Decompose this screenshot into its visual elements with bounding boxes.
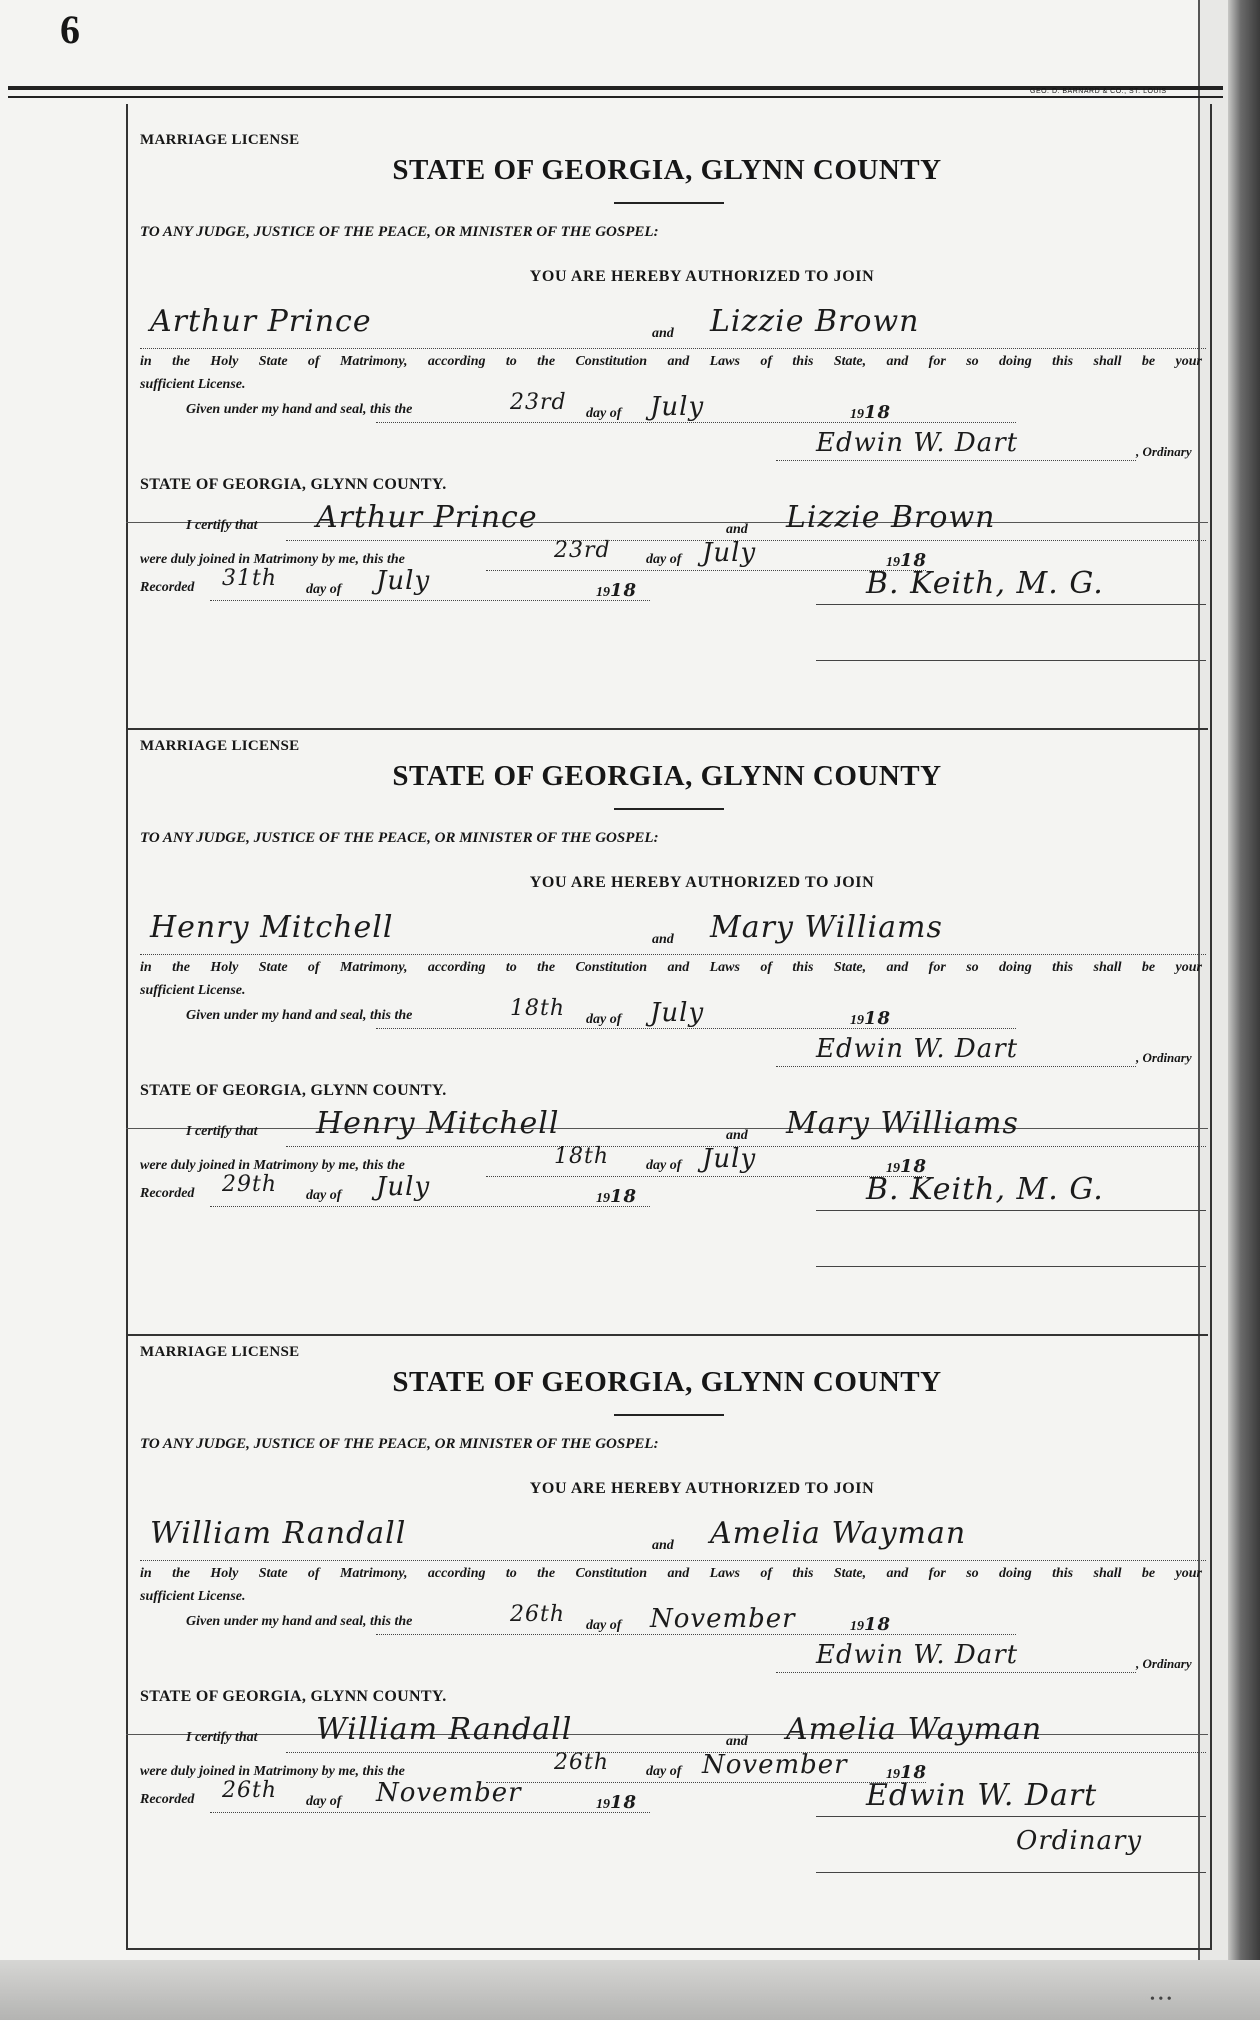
certified-groom: Arthur Prince	[316, 500, 538, 535]
names-line	[140, 954, 1206, 955]
title-rule	[614, 1414, 724, 1416]
certify-label: I certify that	[186, 518, 258, 533]
marriage-record-3	[126, 1316, 1208, 1922]
issued-by-signature: Edwin W. Dart	[816, 1640, 1019, 1670]
certified-bride: Amelia Wayman	[786, 1712, 1043, 1747]
license-day: 26th	[510, 1602, 566, 1627]
state-title: STATE OF GEORGIA, GLYNN COUNTY	[392, 760, 942, 792]
officiant-signature: B. Keith, M. G.	[866, 566, 1104, 601]
bride-name: Lizzie Brown	[710, 304, 920, 339]
day-of-label: day of	[646, 1158, 682, 1173]
certificate-state-title: STATE OF GEORGIA, GLYNN COUNTY.	[140, 1688, 447, 1705]
and-label: and	[726, 1128, 748, 1143]
officiant-title: Ordinary	[1016, 1826, 1143, 1856]
day-of-label: day of	[306, 1188, 342, 1203]
recorded-day: 26th	[222, 1778, 278, 1803]
certify-label: I certify that	[186, 1730, 258, 1745]
sufficient-license-text: sufficient License.	[140, 983, 246, 998]
recorded-day: 29th	[222, 1172, 278, 1197]
certified-bride: Lizzie Brown	[786, 500, 996, 535]
officiant-signature: B. Keith, M. G.	[866, 1172, 1104, 1207]
license-day: 18th	[510, 996, 566, 1021]
joined-day: 18th	[554, 1144, 610, 1169]
authorization-line: YOU ARE HEREBY AUTHORIZED TO JOIN	[529, 268, 875, 285]
recorded-line	[210, 1206, 650, 1207]
day-of-label: day of	[306, 1794, 342, 1809]
state-title: STATE OF GEORGIA, GLYNN COUNTY	[392, 1366, 942, 1398]
officiant-signature: Edwin W. Dart	[866, 1778, 1098, 1813]
license-month: November	[650, 1604, 796, 1634]
title-rule	[614, 202, 724, 204]
year-label: 1918	[596, 1792, 638, 1813]
joined-line	[486, 1782, 926, 1783]
printer-imprint: GEO. D. BARNARD & CO., ST. LOUIS	[1030, 88, 1167, 95]
license-day: 23rd	[510, 390, 567, 415]
joined-year: 18	[900, 1762, 928, 1783]
and-label: and	[652, 326, 674, 341]
day-of-label: day of	[646, 1764, 682, 1779]
certificate-state-title: STATE OF GEORGIA, GLYNN COUNTY.	[140, 1082, 447, 1099]
officiant-line	[816, 604, 1206, 605]
year-label: 1918	[886, 550, 928, 571]
recorded-label: Recorded	[140, 580, 195, 595]
names-line	[140, 1560, 1206, 1561]
holy-state-text: in the Holy State of Matrimony, according to the Constitution and Laws of this State, and for so doing this shall be your	[140, 960, 1202, 975]
joined-day: 26th	[554, 1750, 610, 1775]
year-label: 1918	[850, 1614, 892, 1635]
day-of-label: day of	[586, 1618, 622, 1633]
recorded-month: July	[376, 1172, 431, 1202]
officiant-line-2	[816, 660, 1206, 661]
marriage-license-label: MARRIAGE LICENSE	[140, 738, 300, 754]
joined-line	[486, 1176, 926, 1177]
and-label: and	[652, 1538, 674, 1553]
recorded-line	[210, 1812, 650, 1813]
groom-name: Henry Mitchell	[150, 910, 394, 945]
book-binding-edge	[1228, 0, 1260, 2020]
year-label: 1918	[596, 580, 638, 601]
bride-name: Amelia Wayman	[710, 1516, 967, 1551]
title-rule	[614, 808, 724, 810]
given-under-text: Given under my hand and seal, this the	[186, 402, 413, 417]
recorded-day: 31th	[222, 566, 278, 591]
year-label: 1918	[596, 1186, 638, 1207]
sufficient-license-text: sufficient License.	[140, 377, 246, 392]
certified-bride: Mary Williams	[786, 1106, 1019, 1141]
page-bottom-edge	[0, 1960, 1260, 2020]
officiant-line-2	[816, 1266, 1206, 1267]
joined-label: were duly joined in Matrimony by me, this the	[140, 552, 405, 567]
day-of-label: day of	[306, 582, 342, 597]
page-number: 6	[60, 7, 80, 52]
ordinary-label: , Ordinary	[1136, 444, 1192, 459]
joined-year: 18	[900, 550, 928, 571]
bride-name: Mary Williams	[710, 910, 943, 945]
signature-line	[776, 1066, 1136, 1067]
year-label: 1918	[850, 1008, 892, 1029]
given-under-text: Given under my hand and seal, this the	[186, 1614, 413, 1629]
ordinary-label: , Ordinary	[1136, 1050, 1192, 1065]
marriage-record-1	[126, 104, 1208, 710]
ordinary-label: , Ordinary	[1136, 1656, 1192, 1671]
license-year: 18	[864, 402, 892, 423]
names-line	[140, 348, 1206, 349]
issued-by-signature: Edwin W. Dart	[816, 1034, 1019, 1064]
certify-label: I certify that	[186, 1124, 258, 1139]
page-speckle: • • •	[1150, 1992, 1172, 2007]
recorded-label: Recorded	[140, 1792, 195, 1807]
and-label: and	[726, 1734, 748, 1749]
given-line	[376, 422, 1016, 423]
year-label: 1918	[886, 1156, 928, 1177]
given-line	[376, 1028, 1016, 1029]
certified-groom: Henry Mitchell	[316, 1106, 560, 1141]
signature-line	[776, 460, 1136, 461]
license-year: 18	[864, 1008, 892, 1029]
day-of-label: day of	[646, 552, 682, 567]
recorded-line	[210, 600, 650, 601]
marriage-license-label: MARRIAGE LICENSE	[140, 1344, 300, 1360]
joined-month: November	[702, 1750, 848, 1780]
officiant-line	[816, 1210, 1206, 1211]
year-label: 1918	[886, 1762, 928, 1783]
recorded-month: July	[376, 566, 431, 596]
license-month: July	[650, 998, 705, 1028]
address-line: TO ANY JUDGE, JUSTICE OF THE PEACE, OR MINISTER OF THE GOSPEL:	[140, 1436, 659, 1452]
address-line: TO ANY JUDGE, JUSTICE OF THE PEACE, OR MINISTER OF THE GOSPEL:	[140, 224, 659, 240]
joined-line	[486, 570, 926, 571]
given-under-text: Given under my hand and seal, this the	[186, 1008, 413, 1023]
and-label: and	[652, 932, 674, 947]
officiant-line	[816, 1816, 1206, 1817]
signature-line	[776, 1672, 1136, 1673]
license-month: July	[650, 392, 705, 422]
certificate-state-title: STATE OF GEORGIA, GLYNN COUNTY.	[140, 476, 447, 493]
given-line	[376, 1634, 1016, 1635]
authorization-line: YOU ARE HEREBY AUTHORIZED TO JOIN	[529, 874, 875, 891]
joined-label: were duly joined in Matrimony by me, this the	[140, 1158, 405, 1173]
recorded-label: Recorded	[140, 1186, 195, 1201]
holy-state-text: in the Holy State of Matrimony, according to the Constitution and Laws of this State, and for so doing this shall be your	[140, 354, 1202, 369]
authorization-line: YOU ARE HEREBY AUTHORIZED TO JOIN	[529, 1480, 875, 1497]
license-year: 18	[864, 1614, 892, 1635]
and-label: and	[726, 522, 748, 537]
joined-month: July	[702, 1144, 757, 1174]
joined-label: were duly joined in Matrimony by me, this the	[140, 1764, 405, 1779]
state-title: STATE OF GEORGIA, GLYNN COUNTY	[392, 154, 942, 186]
holy-state-text: in the Holy State of Matrimony, according to the Constitution and Laws of this State, and for so doing this shall be your	[140, 1566, 1202, 1581]
officiant-line-2	[816, 1872, 1206, 1873]
sufficient-license-text: sufficient License.	[140, 1589, 246, 1604]
joined-day: 23rd	[554, 538, 611, 563]
joined-month: July	[702, 538, 757, 568]
recorded-year: 18	[610, 1792, 638, 1813]
day-of-label: day of	[586, 406, 622, 421]
marriage-record-2	[126, 710, 1208, 1316]
issued-by-signature: Edwin W. Dart	[816, 428, 1019, 458]
top-rule-thin	[8, 96, 1223, 98]
marriage-license-label: MARRIAGE LICENSE	[140, 132, 300, 148]
day-of-label: day of	[586, 1012, 622, 1027]
recorded-year: 18	[610, 580, 638, 601]
groom-name: Arthur Prince	[150, 304, 372, 339]
recorded-year: 18	[610, 1186, 638, 1207]
joined-year: 18	[900, 1156, 928, 1177]
certified-groom: William Randall	[316, 1712, 573, 1747]
address-line: TO ANY JUDGE, JUSTICE OF THE PEACE, OR MINISTER OF THE GOSPEL:	[140, 830, 659, 846]
recorded-month: November	[376, 1778, 522, 1808]
year-label: 1918	[850, 402, 892, 423]
groom-name: William Randall	[150, 1516, 407, 1551]
